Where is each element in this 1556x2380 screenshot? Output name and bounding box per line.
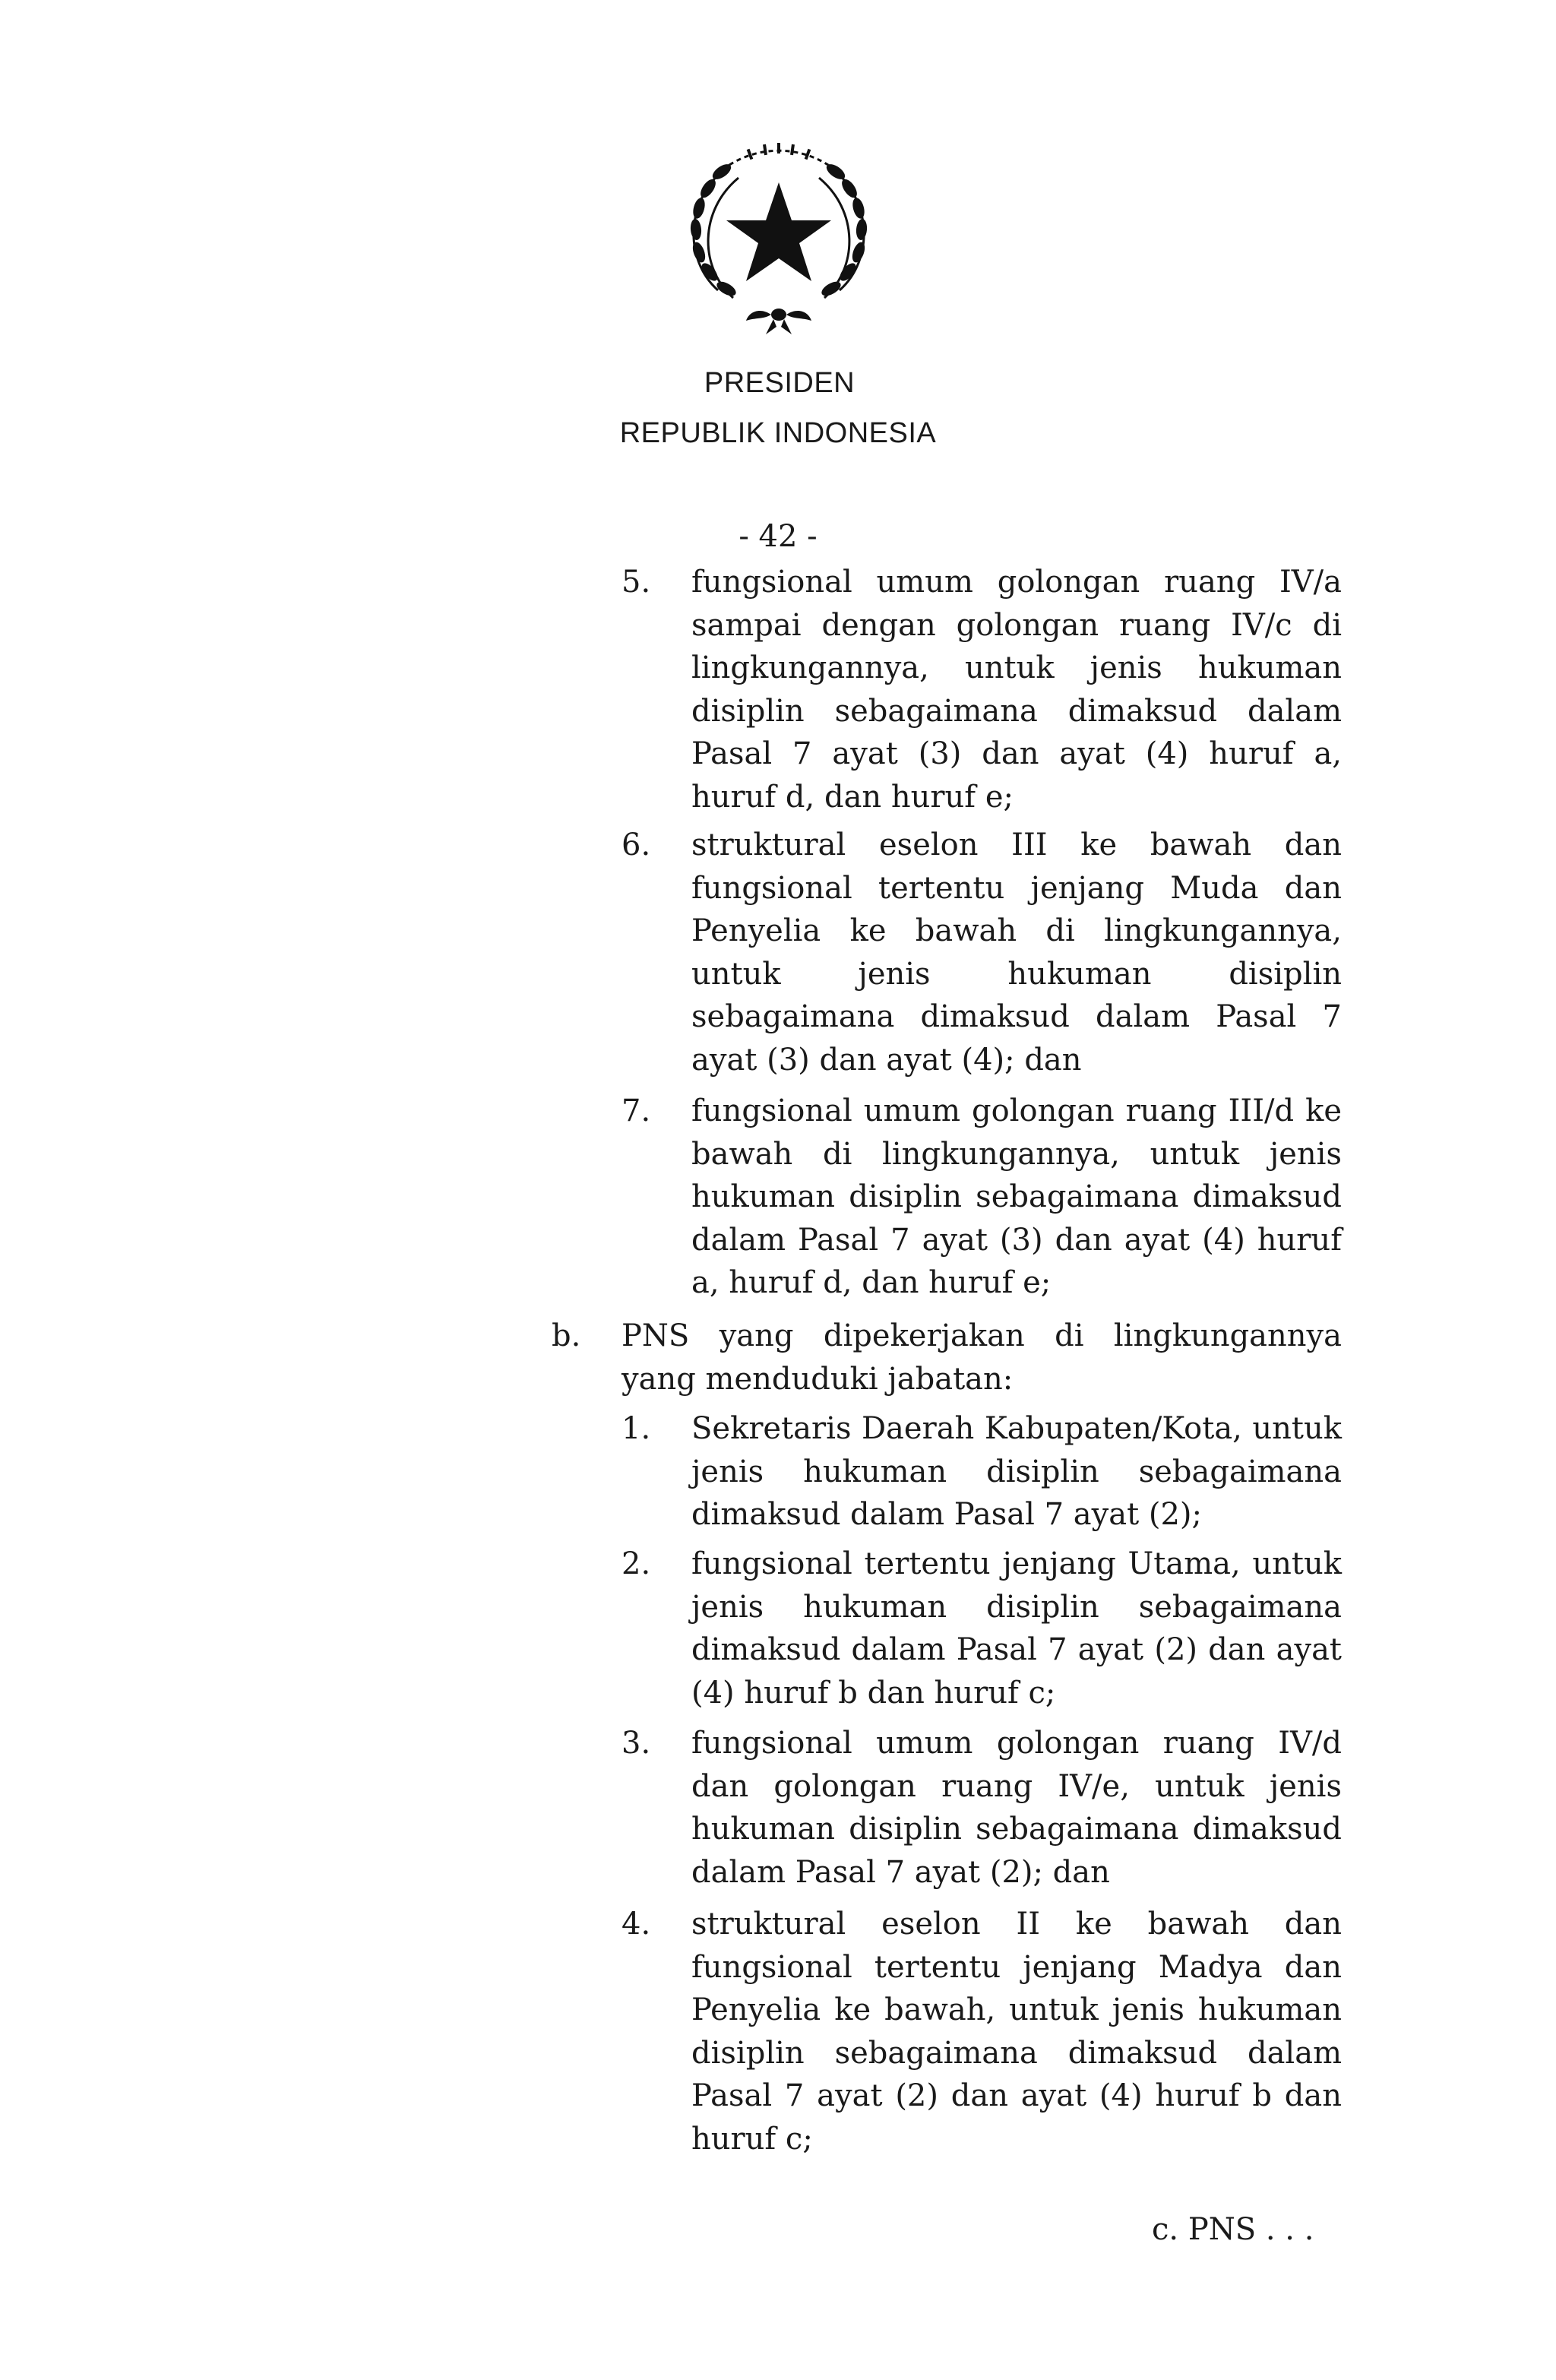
list-item xyxy=(621,1722,1342,1894)
list-item-number: 7. xyxy=(621,1093,651,1128)
garuda-star-wreath-emblem-icon xyxy=(676,138,881,337)
list-item-number: 6. xyxy=(621,828,651,862)
list-item-b xyxy=(552,1315,1342,1400)
list-item-text: struktural eselon III ke bawah dan fungsional tertentu jenjang Muda dan Penyelia ke bawah di lingkungannya, untuk jenis hukuman disiplin sebagaimana dimaksud dalam Pasal 7 ayat (3) dan ayat (4); dan xyxy=(691,828,1342,1078)
list-item xyxy=(621,561,1342,818)
catchword-next-page: c. PNS . . . xyxy=(1152,2212,1314,2247)
header-republik-indonesia: REPUBLIK INDONESIA xyxy=(619,417,937,449)
list-item xyxy=(621,1543,1342,1714)
list-item-text: struktural eselon II ke bawah dan fungsional tertentu jenjang Madya dan Penyelia ke bawah, untuk jenis hukuman disiplin sebagaimana dimaksud dalam Pasal 7 ayat (2) dan ayat (4) huruf b dan huruf c; xyxy=(691,1907,1342,2157)
list-item-text: fungsional tertentu jenjang Utama, untuk jenis hukuman disiplin sebagaimana dimaksud dalam Pasal 7 ayat (2) dan ayat (4) huruf b dan huruf c; xyxy=(691,1546,1342,1711)
header-presiden: PRESIDEN xyxy=(704,367,855,399)
list-item-text: fungsional umum golongan ruang IV/a sampai dengan golongan ruang IV/c di lingkungannya, untuk jenis hukuman disiplin sebagaimana dimaksud dalam Pasal 7 ayat (3) dan ayat (4) huruf a, huruf d, dan huruf e; xyxy=(691,565,1342,815)
list-item-text: fungsional umum golongan ruang IV/d dan golongan ruang IV/e, untuk jenis hukuman disiplin sebagaimana dimaksud dalam Pasal 7 ayat (2); dan xyxy=(691,1726,1342,1890)
list-item-text: PNS yang dipekerjakan di lingkungannya yang menduduki jabatan: xyxy=(621,1318,1342,1397)
list-item-number: 1. xyxy=(621,1411,651,1446)
list-item xyxy=(621,1407,1342,1537)
list-item-text: Sekretaris Daerah Kabupaten/Kota, untuk jenis hukuman disiplin sebagaimana dimaksud dalam Pasal 7 ayat (2); xyxy=(691,1411,1342,1532)
list-item-label: b. xyxy=(552,1318,581,1353)
page-number: - 42 - xyxy=(738,519,818,554)
list-item-number: 3. xyxy=(621,1726,651,1761)
list-item xyxy=(621,824,1342,1081)
list-item-text: fungsional umum golongan ruang III/d ke bawah di lingkungannya, untuk jenis hukuman disiplin sebagaimana dimaksud dalam Pasal 7 ayat (3) dan ayat (4) huruf a, huruf d, dan huruf e; xyxy=(691,1093,1342,1300)
list-item-number: 2. xyxy=(621,1546,651,1581)
list-item-number: 4. xyxy=(621,1907,651,1942)
list-item xyxy=(621,1903,1342,2160)
list-item-number: 5. xyxy=(621,565,651,600)
list-item xyxy=(621,1090,1342,1305)
